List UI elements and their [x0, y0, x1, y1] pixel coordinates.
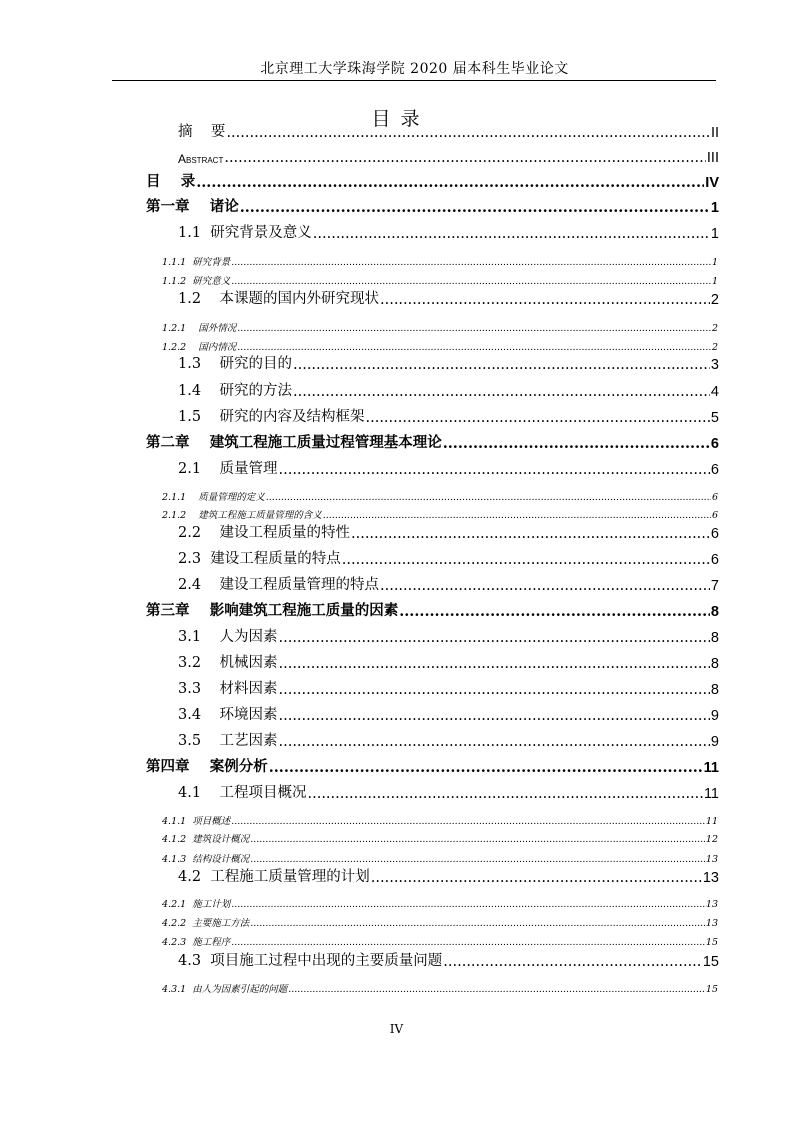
- toc-entry-page: 6: [710, 462, 719, 478]
- toc-leader-dots: [279, 656, 710, 672]
- toc-entry-page: III: [706, 150, 719, 166]
- toc-leader-dots: [371, 870, 702, 886]
- toc-entry-page: 15: [705, 937, 718, 948]
- toc-entry-label: 摘 要: [178, 124, 226, 140]
- toc-leader-dots: [288, 984, 705, 995]
- toc-entry-label: 1.2 本课题的国内外研究现状: [178, 291, 379, 307]
- toc-leader-dots: [399, 603, 710, 620]
- toc-entry-label: 1.3 研究的目的: [178, 356, 292, 372]
- toc-leader-dots: [237, 323, 711, 334]
- toc-entry-page: 2: [710, 292, 719, 308]
- toc-entry-page: 1: [711, 276, 718, 287]
- page-header: 北京理工大学珠海学院 2020 届本科生毕业论文: [260, 61, 569, 77]
- toc-leader-dots: [224, 150, 706, 166]
- toc-leader-dots: [351, 526, 710, 542]
- toc-entry-label: 4.1.1 项目概述: [162, 816, 231, 827]
- toc-entry-label: 4.1.3 结构设计概况: [162, 854, 250, 865]
- toc-entry[interactable]: [162, 489, 718, 503]
- toc-entry-page: 6: [710, 436, 719, 452]
- toc-entry[interactable]: [146, 754, 719, 776]
- toc-title: 目 录: [371, 108, 422, 130]
- toc-entry-page: 2: [711, 323, 718, 334]
- toc-entry-page: 11: [705, 816, 718, 827]
- toc-entry[interactable]: [178, 351, 719, 373]
- toc-leader-dots: [266, 492, 711, 503]
- toc-entry-page: 1: [711, 257, 718, 268]
- toc-entry-label: 2.1.1 质量管理的定义: [162, 492, 265, 503]
- toc-entry-label: 4.3.1 由人为因素引起的问题: [162, 984, 288, 995]
- toc-entry-page: 5: [710, 410, 719, 426]
- toc-entry-label: 3.5 工艺因素: [178, 733, 278, 749]
- toc-entry-label: 1.1.2 研究意义: [162, 276, 231, 287]
- toc-entry-label: 3.2 机械因素: [178, 655, 278, 671]
- toc-entry[interactable]: [146, 169, 719, 191]
- toc-entry[interactable]: [162, 915, 718, 929]
- toc-entry-page: 3: [710, 357, 719, 373]
- toc-entry[interactable]: [146, 194, 719, 216]
- toc-leader-dots: [313, 226, 710, 242]
- toc-entry[interactable]: [178, 676, 719, 698]
- toc-entry-page: 8: [710, 656, 719, 672]
- toc-entry[interactable]: [178, 948, 719, 970]
- toc-leader-dots: [443, 954, 702, 970]
- toc-entry[interactable]: [178, 520, 719, 542]
- toc-entry-label: 4.2.2 主要施工方法: [162, 918, 250, 929]
- toc-leader-dots: [240, 199, 710, 216]
- toc-entry-page: 13: [705, 899, 718, 910]
- toc-leader-dots: [380, 292, 710, 308]
- toc-entry-label: 2.3 建设工程质量的特点: [178, 551, 341, 567]
- toc-entry[interactable]: [178, 378, 719, 400]
- toc-entry-label: 3.3 材料因素: [178, 681, 278, 697]
- toc-leader-dots: [231, 257, 711, 268]
- toc-leader-dots: [443, 435, 710, 452]
- toc-leader-dots: [279, 682, 710, 698]
- toc-leader-dots: [231, 937, 705, 948]
- toc-entry-page: 6: [711, 492, 718, 503]
- toc-entry-label: 2.2 建设工程质量的特性: [178, 525, 350, 541]
- toc-entry-page: 6: [711, 510, 718, 521]
- toc-entry[interactable]: [162, 831, 718, 845]
- toc-entry-label: 2.1 质量管理: [178, 461, 278, 477]
- toc-leader-dots: [250, 834, 705, 845]
- toc-entry-page: 13: [702, 870, 719, 886]
- toc-leader-dots: [231, 816, 705, 827]
- toc-entry-label: 4.2.3 施工程序: [162, 937, 231, 948]
- toc-leader-dots: [366, 410, 710, 426]
- toc-entry[interactable]: [162, 273, 718, 287]
- toc-entry-page: 13: [705, 854, 718, 865]
- toc-leader-dots: [226, 125, 710, 141]
- toc-leader-dots: [196, 174, 704, 191]
- toc-entry[interactable]: [178, 702, 719, 724]
- toc-entry[interactable]: [178, 864, 719, 886]
- toc-entry[interactable]: [162, 981, 718, 995]
- toc-entry[interactable]: [178, 119, 719, 141]
- toc-entry-label: 第四章 案例分析: [146, 758, 268, 775]
- toc-entry[interactable]: [178, 572, 719, 594]
- toc-entry-page: 8: [710, 682, 719, 698]
- toc-entry-label: 1.1 研究背景及意义: [178, 225, 312, 241]
- toc-entry[interactable]: [178, 404, 719, 426]
- toc-entry-page: IV: [705, 175, 719, 191]
- toc-entry-label: 第三章 影响建筑工程施工质量的因素: [146, 602, 399, 619]
- toc-entry[interactable]: [178, 286, 719, 308]
- toc-entry-page: 6: [710, 552, 719, 568]
- toc-entry-page: 8: [710, 630, 719, 646]
- toc-entry-label: 4.2.1 施工计划: [162, 899, 231, 910]
- header-rule: [112, 80, 716, 81]
- toc-entry-label: 1.5 研究的内容及结构框架: [178, 409, 365, 425]
- toc-entry[interactable]: [146, 430, 719, 452]
- toc-entry-label: 目 录: [146, 173, 196, 190]
- toc-entry-label: 1.2.2 国内情况: [162, 342, 237, 353]
- toc-entry[interactable]: [146, 598, 719, 620]
- toc-entry-page: 9: [710, 734, 719, 750]
- toc-leader-dots: [342, 552, 710, 568]
- toc-entry[interactable]: [178, 546, 719, 568]
- toc-entry-page: 11: [703, 760, 719, 776]
- toc-leader-dots: [250, 918, 705, 929]
- toc-entry[interactable]: [178, 650, 719, 672]
- toc-entry-page: 12: [705, 834, 718, 845]
- toc-entry[interactable]: [162, 896, 718, 910]
- toc-entry-page: 1: [710, 226, 719, 242]
- toc-entry-label: 4.3 项目施工过程中出现的主要质量问题: [178, 953, 443, 969]
- toc-entry[interactable]: [162, 254, 718, 268]
- toc-entry[interactable]: [178, 456, 719, 478]
- toc-entry-page: II: [710, 125, 719, 141]
- toc-entry[interactable]: [162, 934, 718, 948]
- page-number: IV: [389, 1022, 404, 1036]
- toc-leader-dots: [279, 630, 710, 646]
- toc-entry-label: 2.1.2 建筑工程施工质量管理的含义: [162, 510, 322, 521]
- toc-entry[interactable]: [162, 851, 718, 865]
- toc-entry[interactable]: [178, 144, 719, 166]
- toc-leader-dots: [231, 899, 705, 910]
- toc-entry-page: 7: [710, 578, 719, 594]
- toc-entry-label: 3.4 环境因素: [178, 707, 278, 723]
- toc-leader-dots: [279, 734, 710, 750]
- toc-leader-dots: [380, 578, 710, 594]
- toc-entry-page: 15: [702, 954, 719, 970]
- toc-entry-label: 4.2 工程施工质量管理的计划: [178, 869, 370, 885]
- toc-entry[interactable]: [178, 220, 719, 242]
- toc-leader-dots: [308, 786, 703, 802]
- toc-entry-page: 4: [710, 384, 719, 400]
- toc-entry[interactable]: [178, 780, 719, 802]
- toc-entry[interactable]: [162, 507, 718, 521]
- toc-leader-dots: [293, 357, 710, 373]
- toc-entry-page: 8: [710, 604, 719, 620]
- toc-entry-label: 第二章 建筑工程施工质量过程管理基本理论: [146, 434, 442, 451]
- toc-entry-label: 1.4 研究的方法: [178, 383, 292, 399]
- toc-entry-label: 1.1.1 研究背景: [162, 257, 231, 268]
- toc-entry-label: 2.4 建设工程质量管理的特点: [178, 577, 379, 593]
- toc-entry-page: 13: [705, 918, 718, 929]
- toc-entry-label: Abstract: [178, 152, 224, 166]
- toc-entry-label: 1.2.1 国外情况: [162, 323, 237, 334]
- toc-entry-label: 3.1 人为因素: [178, 629, 278, 645]
- toc-entry[interactable]: [162, 320, 718, 334]
- toc-entry-label: 第一章 诸论: [146, 198, 239, 215]
- toc-leader-dots: [279, 708, 710, 724]
- toc-entry-label: 4.1 工程项目概况: [178, 785, 307, 801]
- toc-entry-page: 9: [710, 708, 719, 724]
- toc-entry-page: 6: [710, 526, 719, 542]
- toc-entry-page: 15: [705, 984, 718, 995]
- toc-entry-label: 4.1.2 建筑设计概况: [162, 834, 250, 845]
- toc-entry-page: 11: [703, 786, 719, 802]
- toc-leader-dots: [279, 462, 710, 478]
- toc-entry-page: 1: [710, 200, 719, 216]
- toc-entry-page: 2: [711, 342, 718, 353]
- toc-leader-dots: [269, 759, 703, 776]
- toc-leader-dots: [293, 384, 710, 400]
- toc-entry[interactable]: [162, 813, 718, 827]
- toc-entry[interactable]: [178, 624, 719, 646]
- toc-entry[interactable]: [178, 728, 719, 750]
